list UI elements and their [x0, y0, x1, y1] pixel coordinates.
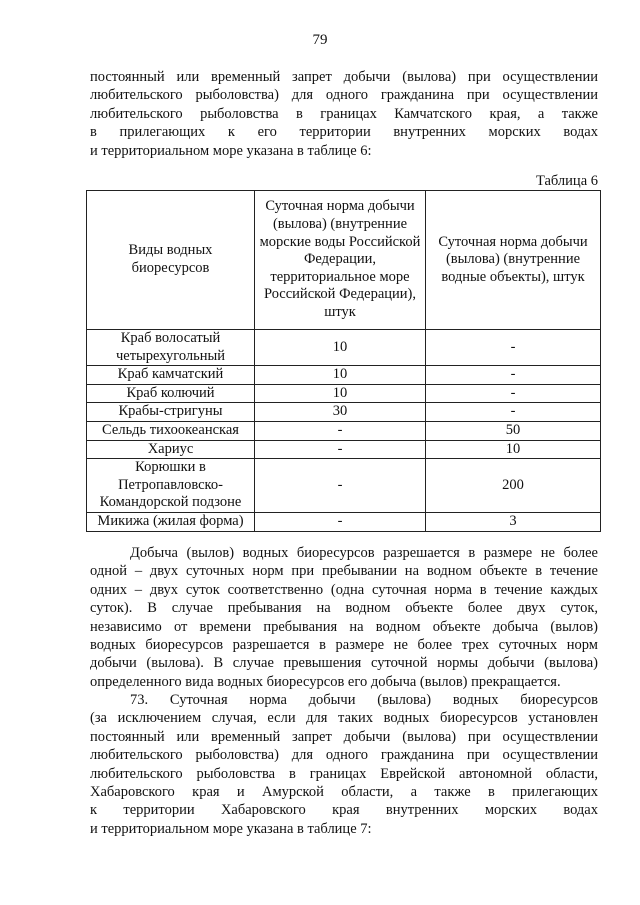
text-line: любительского рыболовства) для одного гражданина при осуществлении	[90, 87, 598, 104]
text-line: в прилегающих к его территории внутренних морских водах	[90, 124, 598, 141]
text-line: Хабаровского края и Амурской области, а также в прилегающих	[90, 784, 598, 801]
text-line: водных биоресурсов разрешается в размере не более трех суточных норм	[90, 637, 598, 654]
cell-marine: -	[255, 440, 426, 459]
text-line: одних – двух суток соответственно (одна суточная норма в течение каждых	[90, 581, 598, 598]
catch-limit-paragraph	[90, 544, 598, 691]
cell-species: Краб колючий	[87, 384, 255, 403]
table-row	[87, 513, 601, 532]
header-inland-norm: Суточная норма добычи (вылова) (внутренние водные объекты), штук	[426, 191, 601, 330]
cell-marine: -	[255, 513, 426, 532]
cell-inland: -	[426, 403, 601, 422]
text-line: 73. Суточная норма добычи (вылова) водных биоресурсов	[130, 692, 598, 708]
cell-species: Хариус	[87, 440, 255, 459]
header-marine-norm: Суточная норма добычи (вылова) (внутренние морские воды Российской Федерации, территориальное море Российской Федерации), штук	[255, 191, 426, 330]
cell-marine: -	[255, 421, 426, 440]
page-number: 79	[312, 32, 328, 48]
cell-inland: -	[426, 366, 601, 385]
cell-inland: 50	[426, 421, 601, 440]
cell-inland: -	[426, 330, 601, 366]
header-species: Виды водных биоресурсов	[87, 191, 255, 330]
cell-species: Краб камчатский	[87, 366, 255, 385]
cell-species: Сельдь тихоокеанская	[87, 421, 255, 440]
table-label: Таблица 6	[535, 173, 598, 189]
cell-inland: 200	[426, 459, 601, 513]
text-line: Добыча (вылов) водных биоресурсов разрешается в размере не более	[130, 545, 598, 561]
cell-marine: 10	[255, 366, 426, 385]
text-line: любительского рыболовства в границах Камчатского края, а также	[90, 105, 598, 122]
cell-marine: 30	[255, 403, 426, 422]
text-line: любительского рыболовства) для одного гражданина при осуществлении	[90, 747, 598, 764]
text-line: (за исключением случая, если для таких водных биоресурсов установлен	[90, 710, 598, 727]
table-row	[87, 384, 601, 403]
text-line: независимо от времени пребывания на водном объекте добыча (вылов)	[90, 618, 598, 635]
table-row	[87, 330, 601, 366]
intro-paragraph	[90, 68, 598, 160]
text-line: постоянный или временный запрет добычи (вылова) при осуществлении	[90, 69, 598, 85]
table-row	[87, 366, 601, 385]
section-73-paragraph	[90, 691, 598, 838]
cell-inland: 3	[426, 513, 601, 532]
text-line: к территории Хабаровского края внутренних морских водах	[90, 802, 598, 819]
text-line: одной – двух суточных норм при пребывании на водном объекте в течение	[90, 563, 598, 580]
table-row	[87, 459, 601, 513]
catch-norms-table	[86, 190, 601, 532]
cell-species: Корюшки в Петропавловско-Командорской подзоне	[87, 459, 255, 513]
text-line: любительского рыболовства в границах Еврейской автономной области,	[90, 765, 598, 782]
text-line: и территориальном море указана в таблице 7:	[90, 820, 372, 837]
cell-inland: -	[426, 384, 601, 403]
text-line: постоянный или временный запрет добычи (вылова) при осуществлении	[90, 728, 598, 745]
text-line: определенного вида водных биоресурсов его добыча (вылов) прекращается.	[90, 673, 561, 690]
table-header-row	[87, 191, 601, 330]
cell-marine: 10	[255, 330, 426, 366]
cell-species: Краб волосатый четырехугольный	[87, 330, 255, 366]
text-line: суток). В случае пребывания на водном объекте более двух суток,	[90, 600, 598, 617]
cell-species: Крабы-стригуны	[87, 403, 255, 422]
table-row	[87, 440, 601, 459]
cell-marine: -	[255, 459, 426, 513]
cell-marine: 10	[255, 384, 426, 403]
cell-species: Микижа (жилая форма)	[87, 513, 255, 532]
text-line: и территориальном море указана в таблице 6:	[90, 142, 372, 159]
table-row	[87, 403, 601, 422]
table-row	[87, 421, 601, 440]
cell-inland: 10	[426, 440, 601, 459]
text-line: добычи (вылова). В случае превышения суточной нормы добычи (вылова)	[90, 655, 598, 672]
